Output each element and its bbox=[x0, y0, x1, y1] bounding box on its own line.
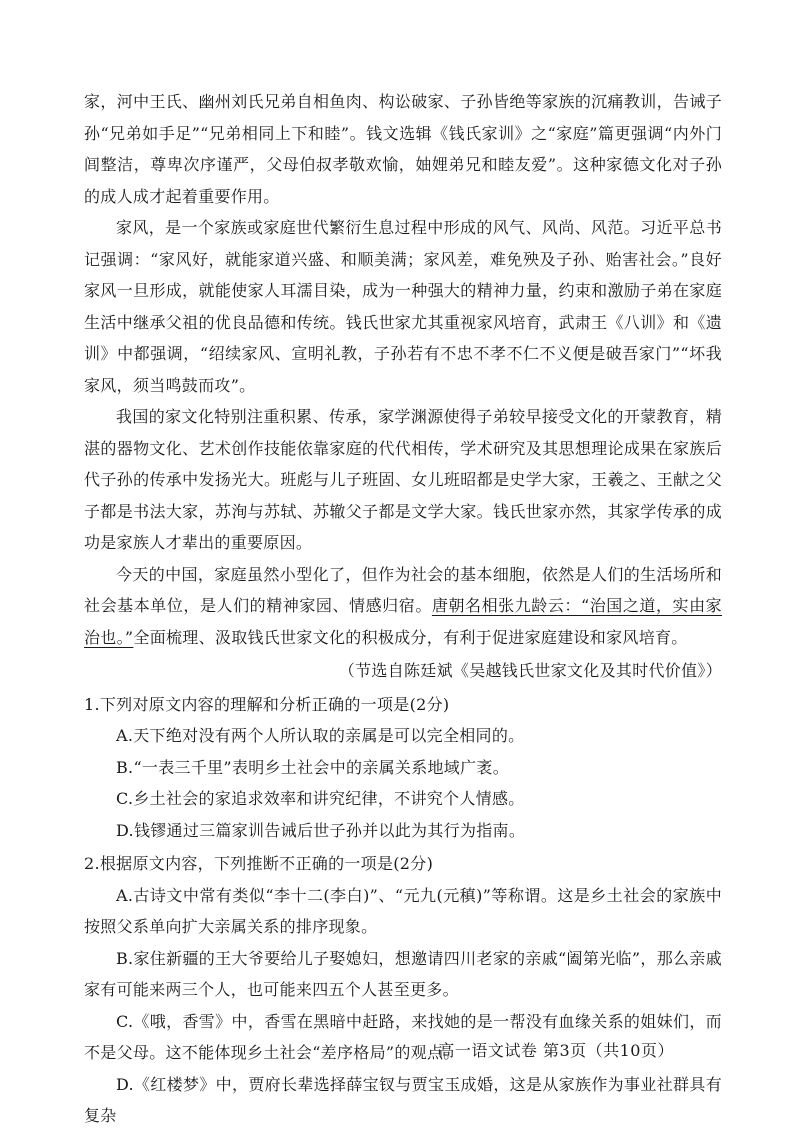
question-1-option-b: B.“一表三千里”表明乡土社会中的亲属关系地域广袤。 bbox=[116, 757, 510, 777]
question-2-stem: 2.根据原文内容，下列推断不正确的一项是(2分) bbox=[84, 854, 434, 873]
page-footer: 高一语文试卷 第3页（共10页） bbox=[438, 1041, 674, 1060]
passage-paragraph-2: 家风，是一个家族或家庭世代繁衍生息过程中形成的风气、风尚、风范。习近平总书记强调：“家风好，就能家道兴盛、和顺美满；家风差，难免殃及子孙、贻害社会。”良好家风一旦形成，就能使家人耳濡目染，成为一种强大的精神力量，约束和激励子弟在家庭生活中继承父祖的优良品德和传统。钱氏世家尤其重视家风培育，武肃王《八训》和《遗训》中都强调，“绍续家风、宣明礼教，子孙若有不忠不孝不仁不义便是破吾家门”“坏我家风，须当鸣鼓而攻”。 bbox=[84, 218, 722, 395]
question-2-option-d: D.《红楼梦》中，贾府长辈选择薛宝钗与贾宝玉成婚，这是从家族作为事业社群具有复杂 bbox=[84, 1074, 722, 1125]
underlined-quote: 唐朝名相张九龄云：“治国之道，实由家治也。” bbox=[84, 596, 722, 647]
paragraph-4-text-a: 今天的中国，家庭虽然小型化了，但作为社会的基本细胞，依然是人们的生活场所和社会基本单位，是人们的精神家园、情感归宿。 bbox=[84, 564, 722, 615]
question-1-stem: 1.下列对原文内容的理解和分析正确的一项是(2分) bbox=[84, 694, 450, 714]
question-2-option-c: C.《哦，香雪》中，香雪在黑暗中赶路，来找她的是一帮没有血缘关系的姐妹们，而不是父母。这不能体现乡土社会“差序格局”的观点。 bbox=[84, 1011, 722, 1062]
question-1-option-c: C.乡土社会的家追求效率和讲究纪律，不讲究个人情感。 bbox=[116, 789, 525, 808]
passage-paragraph-4 bbox=[84, 559, 722, 654]
passage-paragraph-3: 我国的家文化特别注重积累、传承，家学渊源使得子弟较早接受文化的开蒙教育，精湛的器物文化、艺术创作技能依靠家庭的代代相传，学术研究及其思想理论成果在家族后代子孙的传承中发扬光大。班彪与儿子班固、女儿班昭都是史学大家，王羲之、王献之父子都是书法大家，苏洵与苏轼、苏辙父子都是文学大家。钱氏世家亦然，其家学传承的成功是家族人才辈出的重要原因。 bbox=[84, 407, 722, 552]
question-1-option-d: D.钱镠通过三篇家训告诫后世子孙并以此为其行为指南。 bbox=[116, 820, 526, 840]
question-2-option-b: B.家住新疆的王大爷要给儿子娶媳妇，想邀请四川老家的亲戚“阖第光临”，那么亲戚家有可能来两三个人，也可能来四五个人甚至更多。 bbox=[84, 948, 722, 999]
paragraph-4-text-b: 全面梳理、汲取钱氏世家文化的积极成分，有利于促进家庭建设和家风培育。 bbox=[133, 627, 688, 647]
source-citation: （节选自陈廷斌《吴越钱氏世家文化及其时代价值》） bbox=[338, 661, 722, 680]
passage-paragraph-1: 家，河中王氏、幽州刘氏兄弟自相鱼肉、构讼破家、子孙皆绝等家族的沉痛教训，告诫子孙“兄弟如手足”“兄弟相同上下和睦”。钱文选辑《钱氏家训》之“家庭”篇更强调“内外门闾整洁，尊卑次序谨严，父母伯叔孝敬欢愉，妯娌弟兄和睦友爱”。这种家德文化对子孙的成人成才起着重要作用。 bbox=[84, 92, 722, 206]
question-1-option-a: A.天下绝对没有两个人所认取的亲属是可以完全相同的。 bbox=[116, 726, 525, 745]
question-2-option-a: A.古诗文中常有类似“李十二(李白)”、“元九(元稹)”等称谓。这是乡土社会的家族中按照父系单向扩大亲属关系的排序现象。 bbox=[84, 885, 722, 936]
